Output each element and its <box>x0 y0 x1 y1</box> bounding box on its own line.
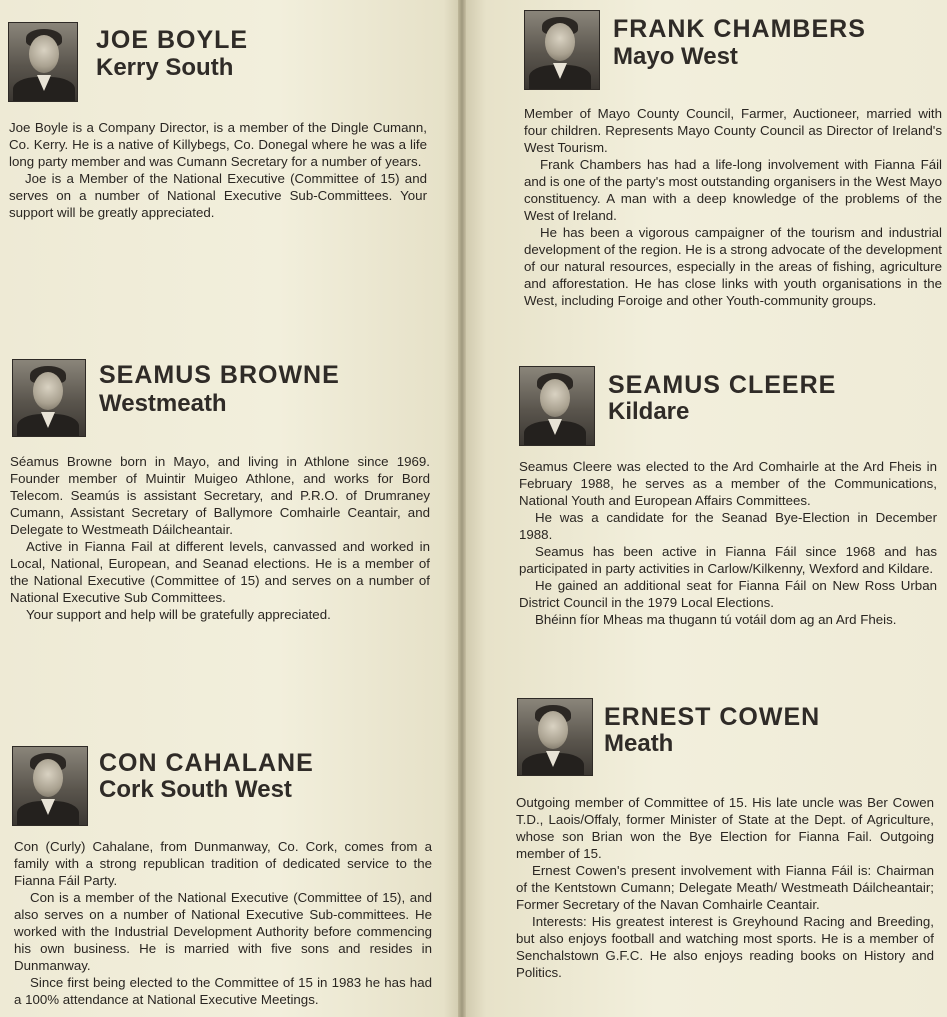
candidate-name: SEAMUS BROWNE <box>99 361 340 389</box>
candidate-bio <box>524 105 942 309</box>
candidate-bio <box>14 838 432 1008</box>
candidate-portrait <box>517 698 593 776</box>
bio-paragraph: Frank Chambers has had a life-long involvement with Fianna Fáil and is one of the party's most outstanding organisers in the West Mayo constituency. A man with a deep knowledge of the problems of the West of Ireland. <box>524 157 942 223</box>
bio-paragraph: Ernest Cowen's present involvement with Fianna Fáil is: Chairman of the Kentstown Cumann; Delegate Meath/ Westmeath Dáilcheantair; Former Secretary of the Navan Comhairle Ceantair. <box>516 863 934 912</box>
bio-paragraph: Member of Mayo County Council, Farmer, Auctioneer, married with four children. Represents Mayo County Council as Director of Ireland's West Tourism. <box>524 106 942 155</box>
candidate-name: SEAMUS CLEERE <box>608 371 837 399</box>
candidate-constituency: Cork South West <box>99 776 292 803</box>
candidate-bio <box>10 453 430 623</box>
candidate-entry <box>462 690 947 1017</box>
candidate-constituency: Meath <box>604 730 674 757</box>
bio-paragraph: Seamus Cleere was elected to the Ard Comhairle at the Ard Fheis in February 1988, he serves as a member of the Communications, National Youth and European Affairs Committees. <box>519 459 937 508</box>
candidate-portrait <box>8 22 78 102</box>
candidate-entry <box>0 740 462 1017</box>
bio-paragraph: Since first being elected to the Committee of 15 in 1983 he has had a 100% attendance at National Executive Meetings. <box>14 975 432 1007</box>
candidate-entry <box>462 0 947 340</box>
candidate-portrait <box>12 746 88 826</box>
bio-paragraph: Bhéinn fíor Mheas ma thugann tú votáil dom ag an Ard Fheis. <box>535 612 897 627</box>
candidate-entry <box>0 0 462 240</box>
bio-paragraph: Con (Curly) Cahalane, from Dunmanway, Co. Cork, comes from a family with a strong republican tradition of dedicated service to the Fianna Fáil Party. <box>14 839 432 888</box>
bio-paragraph: Active in Fianna Fail at different levels, canvassed and worked in Local, National, European, and Seanad elections. He is a member of the National Executive (Committee of 15) and serves on a number of National Executive Sub Committees. <box>10 539 430 605</box>
candidate-name: CON CAHALANE <box>99 749 314 777</box>
candidate-entry <box>0 350 462 630</box>
bio-paragraph: Joe Boyle is a Company Director, is a member of the Dingle Cumann, Co. Kerry. He is a native of Killybegs, Co. Donegal where he was a life long party member and was Cumann Secretary for a number of years. <box>9 120 427 169</box>
bio-paragraph: Interests: His greatest interest is Greyhound Racing and Breeding, but also enjoys football and watching most sports. He is a member of Senchalstown G.F.C. He also enjoys reading books on History and Politics. <box>516 914 934 980</box>
candidate-name: FRANK CHAMBERS <box>613 15 866 43</box>
candidate-name: JOE BOYLE <box>96 26 249 54</box>
candidate-bio <box>9 119 427 221</box>
candidate-constituency: Westmeath <box>99 390 227 417</box>
candidate-constituency: Kildare <box>608 398 690 425</box>
candidate-portrait <box>12 359 86 437</box>
bio-paragraph: Outgoing member of Committee of 15. His late uncle was Ber Cowen T.D., Laois/Offaly, former Minister of State at the Dept. of Agriculture, whose son Brian won the Bye Election for Fianna Fail. Outgoing member of 15. <box>516 795 934 861</box>
bio-paragraph: Joe is a Member of the National Executive (Committee of 15) and serves on a number of National Executive Sub-Committees. Your support will be greatly appreciated. <box>9 171 427 220</box>
candidate-portrait <box>524 10 600 90</box>
bio-paragraph: He was a candidate for the Seanad Bye-Election in December 1988. <box>519 510 937 542</box>
candidate-name: ERNEST COWEN <box>604 703 821 731</box>
candidate-bio <box>519 458 937 628</box>
bio-paragraph: Con is a member of the National Executive (Committee of 15), and also serves on a number of National Executive Sub-committees. He worked with the Industrial Development Authority before commencing his own business. He is married with five sons and resides in Dunmanway. <box>14 890 432 973</box>
candidate-portrait <box>519 366 595 446</box>
bio-paragraph: Seamus has been active in Fianna Fáil since 1968 and has participated in party activities in Carlow/Kilkenny, Wexford and Kildare. <box>519 544 937 576</box>
candidate-entry <box>462 360 947 680</box>
bio-paragraph: He gained an additional seat for Fianna Fáil on New Ross Urban District Council in the 1979 Local Elections. <box>519 578 937 610</box>
candidate-constituency: Mayo West <box>613 43 738 70</box>
candidate-bio <box>516 794 934 981</box>
bio-paragraph: He has been a vigorous campaigner of the tourism and industrial development of the region. He is a strong advocate of the development of our natural resources, especially in the areas of fishing, agriculture and afforestation. He has close links with youth organisations in the West, including Foroige and other Youth-community groups. <box>524 225 942 308</box>
bio-paragraph: Your support and help will be gratefully appreciated. <box>26 607 331 622</box>
candidate-constituency: Kerry South <box>96 54 234 81</box>
bio-paragraph: Séamus Browne born in Mayo, and living in Athlone since 1969. Founder member of Muintir Muigeo Athlone, and works for Bord Telecom. Seamús is assistant Secretary, and P.R.O. of Drumraney Cumann, Assistant Secretary of Ballymore Comhairle Ceantair, and Delegate to Westmeath Dáilcheantair. <box>10 454 430 537</box>
